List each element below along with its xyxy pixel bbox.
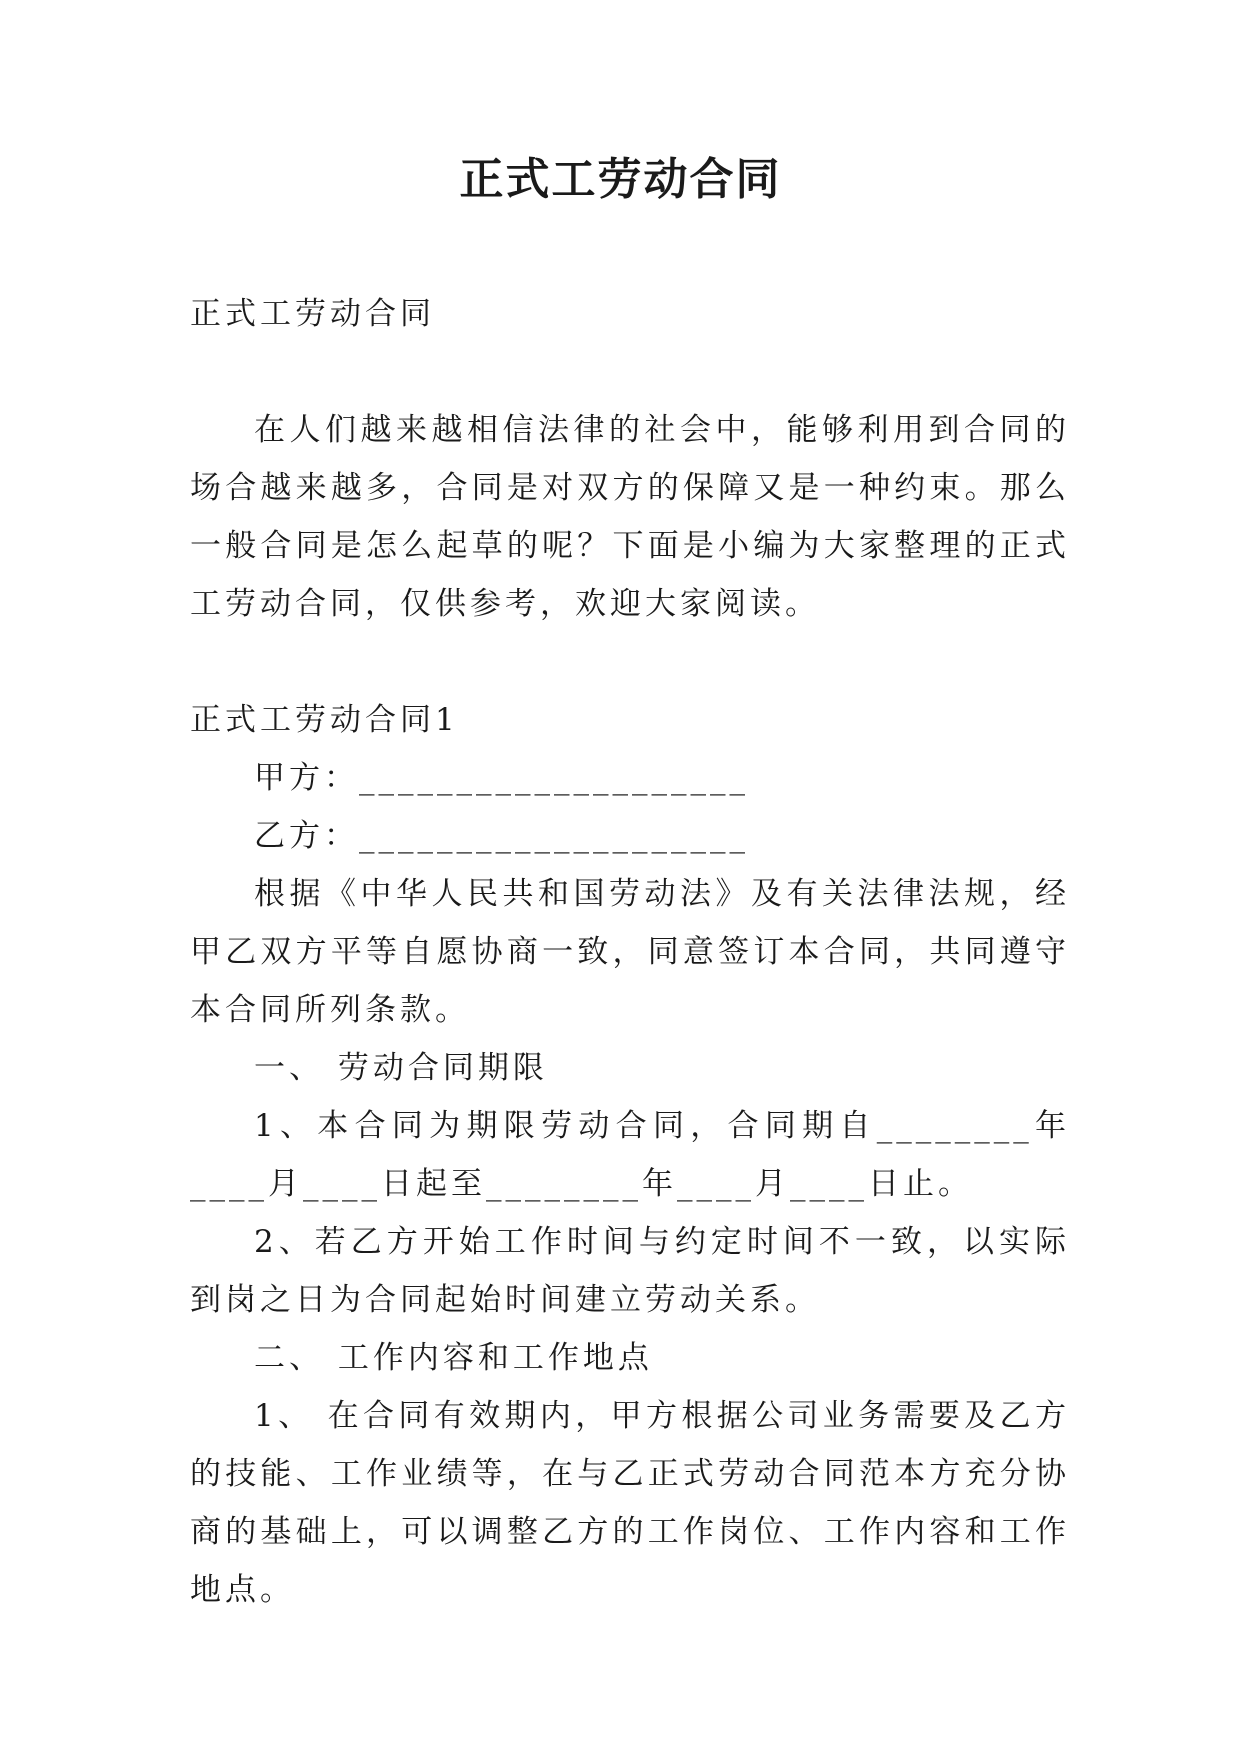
party-b-line: 乙方：____________________	[254, 818, 749, 854]
clause-heading-1: 一、 劳动合同期限	[254, 1050, 548, 1086]
clause-1-2: 2、若乙方开始工作时间与约定时间不一致，以实际到岗之日为合同起始时间建立劳动关系。	[190, 1224, 1070, 1318]
document-title: 正式工劳动合同	[459, 154, 782, 205]
section-heading: 正式工劳动合同	[190, 296, 435, 332]
clause-heading-2: 二、 工作内容和工作地点	[254, 1340, 653, 1376]
contract-heading: 正式工劳动合同1	[190, 702, 459, 738]
party-a-line: 甲方：____________________	[254, 760, 749, 796]
intro-paragraph: 在人们越来越相信法律的社会中，能够利用到合同的场合越来越多，合同是对双方的保障又是一种约束。那么一般合同是怎么起草的呢？下面是小编为大家整理的正式工劳动合同，仅供参考，欢迎大家阅读。	[190, 412, 1070, 622]
clause-1-1: 1、本合同为期限劳动合同，合同期自________年____月____日起至________年____月____日止。	[190, 1108, 1070, 1202]
document-body	[190, 285, 1070, 1619]
clause-2-1: 1、 在合同有效期内，甲方根据公司业务需要及乙方的技能、工作业绩等，在与乙正式劳动合同范本方充分协商的基础上，可以调整乙方的工作岗位、工作内容和工作地点。	[190, 1398, 1070, 1608]
preamble-paragraph: 根据《中华人民共和国劳动法》及有关法律法规，经甲乙双方平等自愿协商一致，同意签订本合同，共同遵守本合同所列条款。	[190, 876, 1070, 1028]
